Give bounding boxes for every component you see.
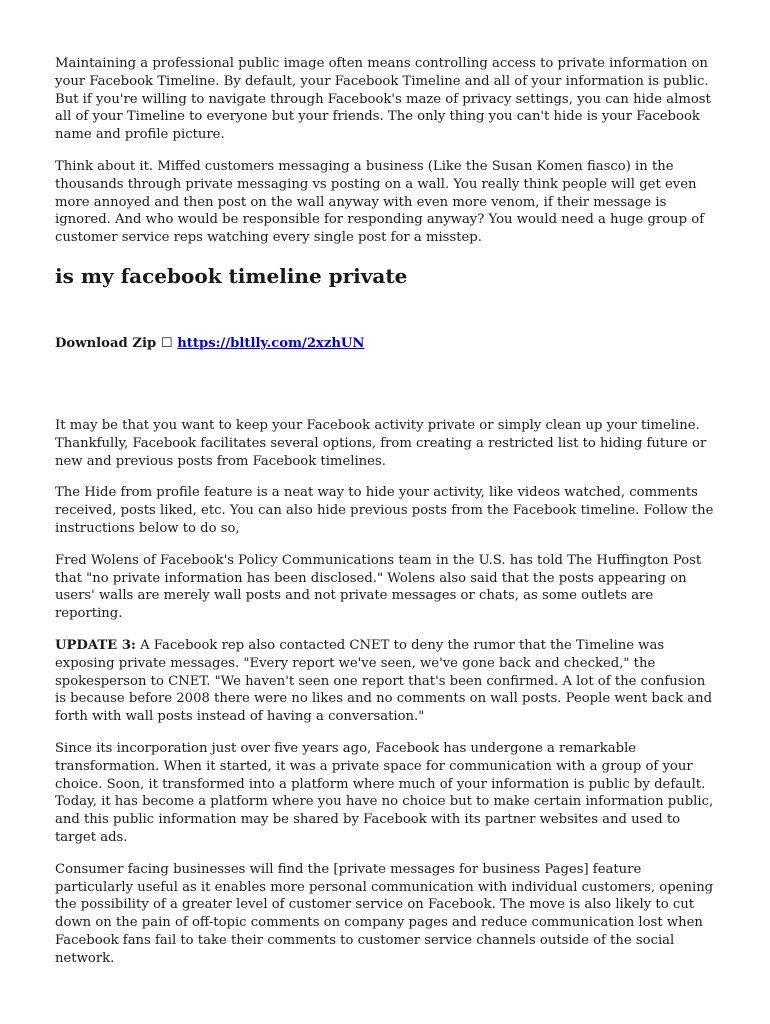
download-line — [55, 335, 715, 353]
update-text: A Facebook rep also contacted CNET to deny the rumor that the Timeline was exposing private messages. "Every report we've seen, we've gone back and checked," the spokesperson to CNET. "We haven't seen one report that's been confirmed. A lot of the confusion is because before 2008 there were no likes and no comments on wall posts. People went back and forth with wall posts instead of having a conversation." — [55, 637, 713, 725]
body-paragraph-1: It may be that you want to keep your Facebook activity private or simply clean up your timeline. Thankfully, Facebook facilitates several options, from creating a restricted list to hiding future or new and previous posts from Facebook timelines. — [55, 417, 707, 469]
download-link[interactable]: https://bltlly.com/2xzhUN — [177, 335, 365, 351]
update-paragraph — [55, 637, 715, 726]
body-paragraph-5: Since its incorporation just over five years ago, Facebook has undergone a remarkable transformation. When it started, it was a private space for communication with a group of your choice. Soon, it transformed into a platform where much of your information is public by default. Today, it has become a platform where you have no choice but to make certain information public, and this public information may be shared by Facebook with its partner websites and used to target ads. — [55, 740, 714, 845]
intro-paragraph-1: Maintaining a professional public image often means controlling access to private information on your Facebook Timeline. By default, your Facebook Timeline and all of your information is public. But if you're willing to navigate through Facebook's maze of privacy settings, you can hide almost all of your Timeline to everyone but your friends. The only thing you can't hide is your Facebook name and profile picture. — [55, 56, 711, 143]
box-icon: ☐ — [160, 335, 173, 351]
page-title: is my facebook timeline private — [55, 263, 408, 288]
article-body — [55, 417, 715, 968]
body-paragraph-3: Fred Wolens of Facebook's Policy Communications team in the U.S. has told The Huffington Post that "no private information has been disclosed." Wolens also said that the posts appearing on users' walls are merely wall posts and not private messages or chats, as some outlets are reporting. — [55, 552, 702, 622]
download-label: Download Zip — [55, 335, 157, 351]
body-paragraph-6: Consumer facing businesses will find the [private messages for business Pages] feature particularly useful as it enables more personal communication with individual customers, opening the possibility of a greater level of customer service on Facebook. The move is also likely to cut down on the pain of off-topic comments on company pages and reduce communication lost when Facebook fans fail to take their comments to customer service channels outside of the social network. — [55, 861, 714, 966]
intro-paragraph-2: Think about it. Miffed customers messaging a business (Like the Susan Komen fiasco) in the thousands through private messaging vs posting on a wall. You really think people will get even more annoyed and then post on the wall anyway with even more venom, if their message is ignored. And who would be responsible for responding anyway? You would need a huge group of customer service reps watching every single post for a misstep. — [55, 158, 705, 246]
body-paragraph-2: The Hide from profile feature is a neat way to hide your activity, like videos watched, comments received, posts liked, etc. You can also hide previous posts from the Facebook timeline. Follow the instructions below to do so, — [55, 485, 714, 536]
update-label: UPDATE 3: — [55, 637, 136, 653]
